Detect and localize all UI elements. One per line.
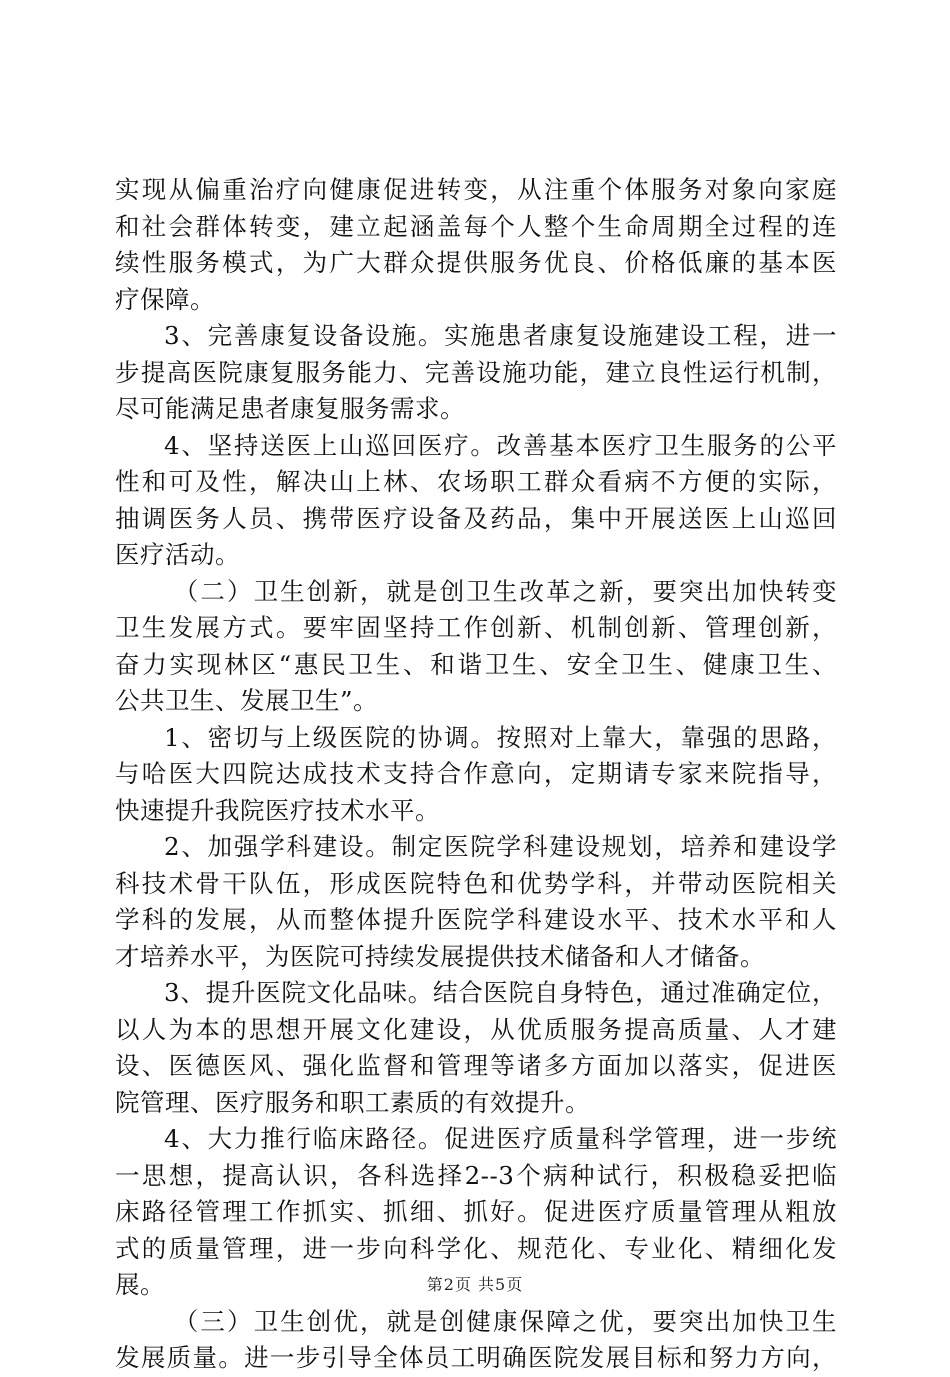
text-line: 设、医德医风、强化监督和管理等诸多方面加以落实，促进医 (115, 1051, 837, 1080)
text-line: 尽可能满足患者康复服务需求。 (115, 394, 465, 423)
text-line: 学科的发展，从而整体提升医院学科建设水平、技术水平和人 (115, 905, 837, 934)
text-line: 和社会群体转变，建立起涵盖每个人整个生命周期全过程的连 (115, 211, 837, 241)
text-line: 1、密切与上级医院的协调。按照对上靠大，靠强的思路， (164, 722, 837, 752)
text-line: 发展质量。进一步引导全体员工明确医院发展目标和努力方向， (115, 1343, 837, 1372)
text-line: 医疗活动。 (115, 540, 240, 569)
text-line: 与哈医大四院达成技术支持合作意向，定期请专家来院指导， (115, 759, 837, 788)
text-line: 卫生发展方式。要牢固坚持工作创新、机制创新、管理创新， (115, 613, 837, 642)
text-line: 以人为本的思想开展文化建设，从优质服务提高质量、人才建 (115, 1014, 837, 1044)
text-line: 式的质量管理，进一步向科学化、规范化、专业化、精细化发 (115, 1233, 837, 1263)
text-line: 4、坚持送医上山巡回医疗。改善基本医疗卫生服务的公平 (164, 430, 837, 460)
text-line: （二）卫生创新，就是创卫生改革之新，要突出加快转变 (173, 576, 837, 606)
text-line: 2、加强学科建设。制定医院学科建设规划，培养和建设学 (164, 832, 837, 861)
text-line: 3、提升医院文化品味。结合医院自身特色，通过准确定位， (164, 978, 837, 1007)
text-line: 疗保障。 (115, 284, 215, 314)
text-line: 才培养水平，为医院可持续发展提供技术储备和人才储备。 (115, 941, 765, 971)
text-line: 床路径管理工作抓实、抓细、抓好。促进医疗质量管理从粗放 (115, 1197, 837, 1226)
text-line: 性和可及性，解决山上林、农场职工群众看病不方便的实际， (115, 467, 837, 496)
page-footer: 第2页 共5页 (426, 1275, 524, 1294)
text-line: 展。 (115, 1270, 165, 1299)
text-line: 3、完善康复设备设施。实施患者康复设施建设工程，进一 (164, 321, 837, 350)
text-line: 续性服务模式，为广大群众提供服务优良、价格低廉的基本医 (115, 248, 837, 277)
text-line: 步提高医院康复服务能力、完善设施功能，建立良性运行机制， (115, 357, 837, 387)
text-line: 抽调医务人员、携带医疗设备及药品，集中开展送医上山巡回 (115, 503, 837, 533)
text-line: 奋力实现林区“惠民卫生、和谐卫生、安全卫生、健康卫生、 (115, 649, 837, 679)
text-line: 公共卫生、发展卫生”。 (115, 686, 379, 715)
text-line: 实现从偏重治疗向健康促进转变，从注重个体服务对象向家庭 (115, 175, 837, 204)
text-line: 科技术骨干队伍，形成医院特色和优势学科，并带动医院相关 (115, 868, 837, 898)
text-line: 院管理、医疗服务和职工素质的有效提升。 (115, 1087, 590, 1117)
text-line: 快速提升我院医疗技术水平。 (115, 795, 440, 825)
body-text (115, 172, 837, 1377)
text-line: 一思想，提高认识，各科选择2--3个病种试行，积极稳妥把临 (115, 1160, 837, 1190)
text-line: 4、大力推行临床路径。促进医疗质量科学管理，进一步统 (164, 1124, 837, 1153)
text-line: （三）卫生创优，就是创健康保障之优，要突出加快卫生 (173, 1306, 837, 1336)
